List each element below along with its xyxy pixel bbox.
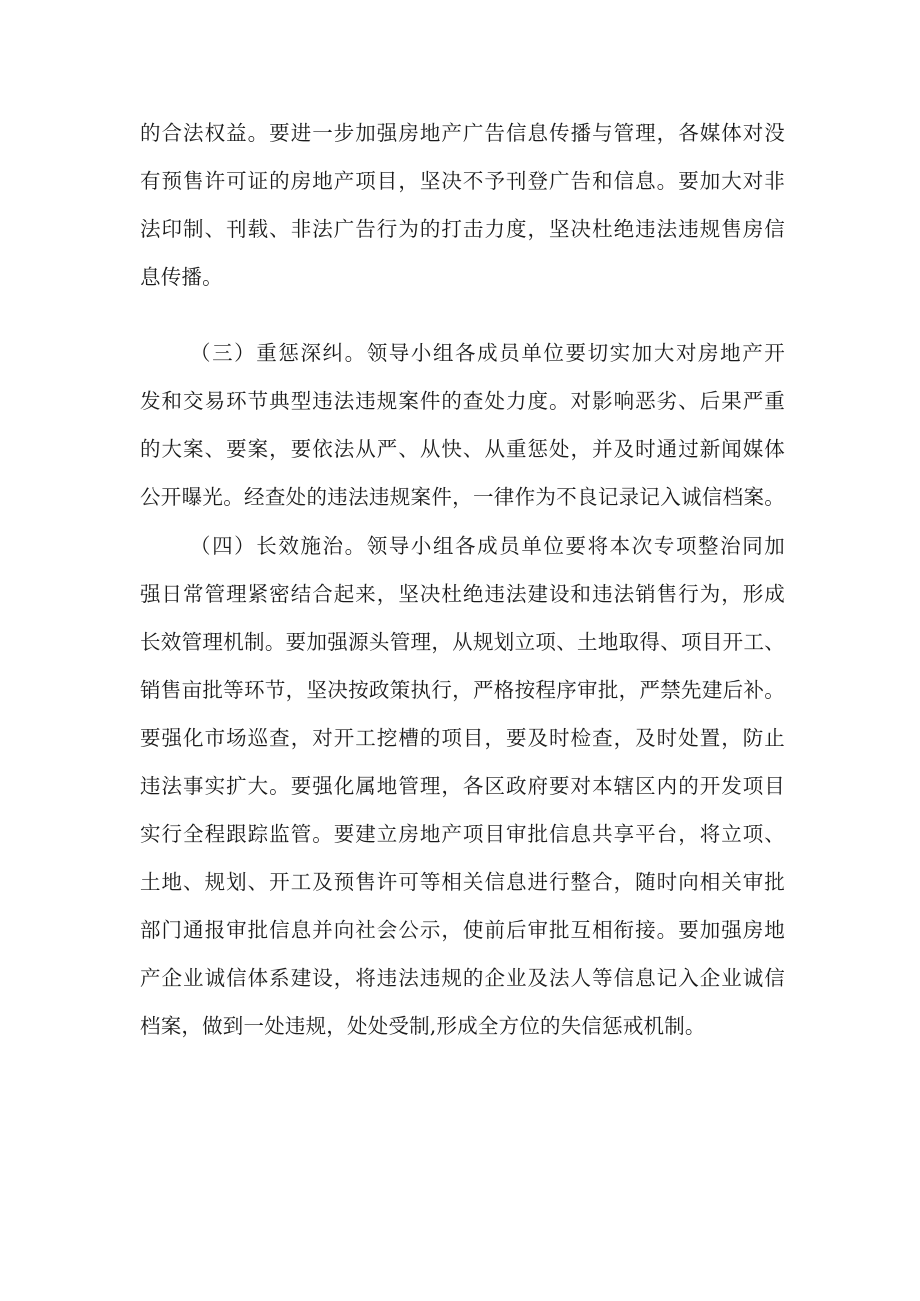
- paragraph-line: 息传播。: [140, 265, 223, 289]
- paragraph-line: 土地、规划、开工及预售许可等相关信息进行整合，随时向相关审批: [140, 870, 785, 894]
- paragraph-line: 的大案、要案，要依法从严、从快、从重惩处，并及时通过新闻媒体: [140, 437, 785, 461]
- paragraph-line: 部门通报审批信息并向社会公示，使前后审批互相衔接。要加强房地: [140, 918, 785, 942]
- paragraph-line: 长效管理机制。要加强源头管理，从规划立项、土地取得、项目开工、: [140, 630, 785, 654]
- paragraph-line: 公开曝光。经查处的违法违规案件，一律作为不良记录记入诚信档案。: [140, 485, 785, 509]
- paragraph-line: 的合法权益。要进一步加强房地产广告信息传播与管理，各媒体对没: [140, 121, 785, 145]
- paragraph-line: 销售亩批等环节，坚决按政策执行，严格按程序审批，严禁先建后补。: [140, 678, 785, 702]
- paragraph-line: 档案，做到一处违规，处处受制,形成全方位的失信惩戒机制。: [140, 1014, 706, 1038]
- paragraph-line: （三）重惩深纠。领导小组各成员单位要切实加大对房地产开: [190, 341, 785, 365]
- paragraph-line: 有预售许可证的房地产项目，坚决不予刊登广告和信息。要加大对非: [140, 169, 785, 193]
- paragraph-line: 实行全程跟踪监管。要建立房地产项目审批信息共享平台，将立项、: [140, 822, 785, 846]
- paragraph-line: 强日常管理紧密结合起来，坚决杜绝违法建设和违法销售行为，形成: [140, 582, 785, 606]
- paragraph-line: （四）长效施治。领导小组各成员单位要将本次专项整治同加: [190, 534, 785, 558]
- paragraph-line: 产企业诚信体系建设，将违法违规的企业及法人等信息记入企业诚信: [140, 966, 785, 990]
- paragraph-line: 违法事实扩大。要强化属地管理，各区政府要对本辖区内的开发项目: [140, 774, 785, 798]
- paragraph-line: 法印制、刊载、非法广告行为的打击力度，坚决杜绝违法违规售房信: [140, 217, 785, 241]
- paragraph-line: 要强化市场巡查，对开工挖槽的项目，要及时检查，及时处置，防止: [140, 726, 785, 750]
- paragraph-line: 发和交易环节典型违法违规案件的查处力度。对影响恶劣、后果严重: [140, 389, 785, 413]
